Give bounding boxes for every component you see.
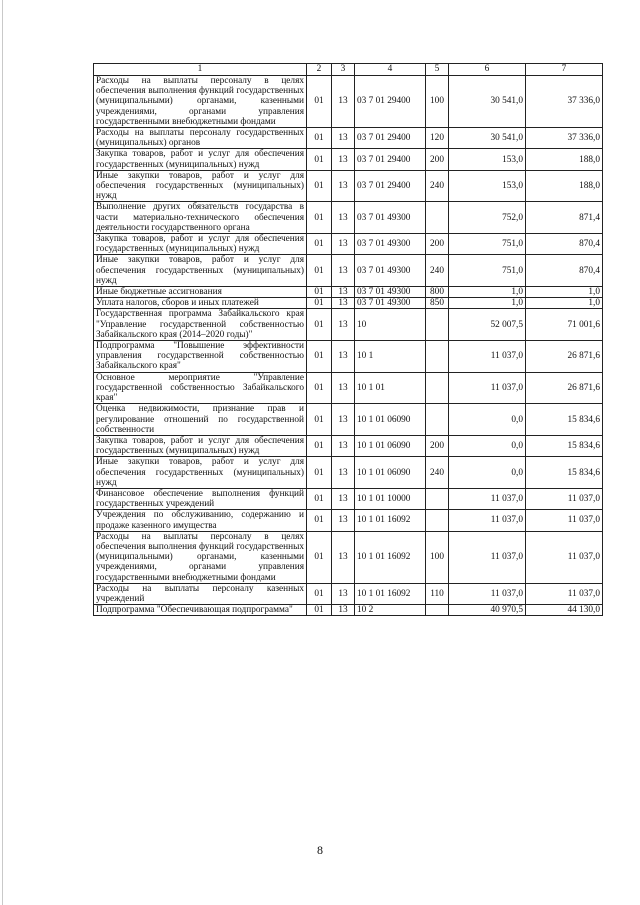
- row-name: Финансовое обеспечение выполнения функций государственных учреждений: [94, 488, 307, 509]
- row-value-7: 1,0: [526, 287, 603, 298]
- row-value-6: 11 037,0: [449, 531, 526, 583]
- row-value-7: 71 001,6: [526, 309, 603, 341]
- row-target-code: 10 1 01 16092: [355, 583, 426, 604]
- row-target-code: 10 1 01 16092: [355, 510, 426, 531]
- row-section: 01: [307, 372, 332, 404]
- row-value-6: 11 037,0: [449, 341, 526, 373]
- budget-table: [93, 63, 603, 616]
- table-row: [94, 76, 603, 128]
- table-row: [94, 298, 603, 309]
- row-section: 01: [307, 510, 332, 531]
- row-subsection: 13: [332, 341, 355, 373]
- row-value-7: 15 834,6: [526, 457, 603, 489]
- col-header-7: 7: [526, 64, 603, 76]
- row-expense-type: 100: [426, 76, 449, 128]
- row-target-code: 10 1 01 06090: [355, 457, 426, 489]
- row-value-7: 11 037,0: [526, 531, 603, 583]
- table-row: [94, 234, 603, 255]
- row-target-code: 03 7 01 49300: [355, 255, 426, 287]
- col-header-1: 1: [94, 64, 307, 76]
- row-value-6: 153,0: [449, 170, 526, 202]
- row-subsection: 13: [332, 76, 355, 128]
- table-row: [94, 404, 603, 436]
- row-subsection: 13: [332, 170, 355, 202]
- row-section: 01: [307, 234, 332, 255]
- row-value-7: 11 037,0: [526, 488, 603, 509]
- row-value-6: 11 037,0: [449, 372, 526, 404]
- page-number: 8: [317, 843, 323, 857]
- row-section: 01: [307, 255, 332, 287]
- row-name: Расходы на выплаты персоналу государственных (муниципальных) органов: [94, 128, 307, 149]
- row-value-7: 11 037,0: [526, 510, 603, 531]
- row-section: 01: [307, 170, 332, 202]
- row-section: 01: [307, 488, 332, 509]
- row-expense-type: 120: [426, 128, 449, 149]
- row-subsection: 13: [332, 149, 355, 170]
- row-target-code: 03 7 01 49300: [355, 202, 426, 234]
- row-subsection: 13: [332, 404, 355, 436]
- row-name: Уплата налогов, сборов и иных платежей: [94, 298, 307, 309]
- row-name: Закупка товаров, работ и услуг для обеспечения государственных (муниципальных) нужд: [94, 435, 307, 456]
- row-subsection: 13: [332, 309, 355, 341]
- row-name: Подпрограмма "Обеспечивающая подпрограмма": [94, 605, 307, 616]
- row-name: Выполнение других обязательств государства в части материально-технического обеспечения деятельности государственного органа: [94, 202, 307, 234]
- row-value-6: 0,0: [449, 457, 526, 489]
- row-value-7: 37 336,0: [526, 76, 603, 128]
- row-section: 01: [307, 298, 332, 309]
- row-name: Иные закупки товаров, работ и услуг для обеспечения государственных (муниципальных) нужд: [94, 255, 307, 287]
- row-value-7: 44 130,0: [526, 605, 603, 616]
- table-row: [94, 309, 603, 341]
- col-header-5: 5: [426, 64, 449, 76]
- table-row: [94, 457, 603, 489]
- row-value-6: 11 037,0: [449, 488, 526, 509]
- row-name: Иные закупки товаров, работ и услуг для обеспечения государственных (муниципальных) нужд: [94, 457, 307, 489]
- row-target-code: 10 1 01: [355, 372, 426, 404]
- row-section: 01: [307, 128, 332, 149]
- row-value-6: 11 037,0: [449, 510, 526, 531]
- row-name: Иные закупки товаров, работ и услуг для обеспечения государственных (муниципальных) нужд: [94, 170, 307, 202]
- row-value-7: 1,0: [526, 298, 603, 309]
- row-expense-type: 240: [426, 255, 449, 287]
- row-section: 01: [307, 531, 332, 583]
- table-row: [94, 435, 603, 456]
- row-section: 01: [307, 149, 332, 170]
- row-target-code: 10 1 01 06090: [355, 435, 426, 456]
- row-value-6: 11 037,0: [449, 583, 526, 604]
- row-value-6: 40 970,5: [449, 605, 526, 616]
- row-value-6: 30 541,0: [449, 128, 526, 149]
- row-target-code: 03 7 01 29400: [355, 170, 426, 202]
- row-value-7: 15 834,6: [526, 404, 603, 436]
- row-expense-type: 200: [426, 234, 449, 255]
- table-row: [94, 372, 603, 404]
- row-section: 01: [307, 457, 332, 489]
- row-name: Иные бюджетные ассигнования: [94, 287, 307, 298]
- row-value-7: 26 871,6: [526, 341, 603, 373]
- row-expense-type: 100: [426, 531, 449, 583]
- col-header-4: 4: [355, 64, 426, 76]
- row-value-6: 1,0: [449, 287, 526, 298]
- row-expense-type: 200: [426, 435, 449, 456]
- table-row: [94, 287, 603, 298]
- row-expense-type: [426, 372, 449, 404]
- row-subsection: 13: [332, 457, 355, 489]
- row-name: Оценка недвижимости, признание прав и регулирование отношений по государственной собственности: [94, 404, 307, 436]
- row-section: 01: [307, 202, 332, 234]
- row-target-code: 10 1 01 10000: [355, 488, 426, 509]
- table-row: [94, 510, 603, 531]
- row-target-code: 03 7 01 29400: [355, 149, 426, 170]
- row-name: Подпрограмма "Повышение эффективности управления государственной собственностью Забайкальского края": [94, 341, 307, 373]
- row-subsection: 13: [332, 298, 355, 309]
- row-subsection: 13: [332, 202, 355, 234]
- row-value-7: 870,4: [526, 255, 603, 287]
- row-target-code: 10 2: [355, 605, 426, 616]
- row-subsection: 13: [332, 510, 355, 531]
- row-value-7: 37 336,0: [526, 128, 603, 149]
- table-row: [94, 170, 603, 202]
- row-value-6: 0,0: [449, 404, 526, 436]
- row-section: 01: [307, 341, 332, 373]
- row-subsection: 13: [332, 488, 355, 509]
- row-target-code: 03 7 01 49300: [355, 234, 426, 255]
- row-expense-type: [426, 202, 449, 234]
- row-expense-type: [426, 510, 449, 531]
- row-name: Закупка товаров, работ и услуг для обеспечения государственных (муниципальных) нужд: [94, 149, 307, 170]
- row-value-7: 871,4: [526, 202, 603, 234]
- row-expense-type: 800: [426, 287, 449, 298]
- row-name: Расходы на выплаты персоналу казенных учреждений: [94, 583, 307, 604]
- row-section: 01: [307, 309, 332, 341]
- row-section: 01: [307, 287, 332, 298]
- row-name: Закупка товаров, работ и услуг для обеспечения государственных (муниципальных) нужд: [94, 234, 307, 255]
- table-row: [94, 605, 603, 616]
- row-subsection: 13: [332, 583, 355, 604]
- row-section: 01: [307, 583, 332, 604]
- row-value-6: 0,0: [449, 435, 526, 456]
- row-target-code: 03 7 01 49300: [355, 287, 426, 298]
- table-row: [94, 255, 603, 287]
- row-name: Основное мероприятие "Управление государственной собственностью Забайкальского края": [94, 372, 307, 404]
- row-target-code: 03 7 01 29400: [355, 76, 426, 128]
- row-target-code: 03 7 01 49300: [355, 298, 426, 309]
- row-section: 01: [307, 76, 332, 128]
- row-expense-type: 200: [426, 149, 449, 170]
- row-name: Расходы на выплаты персоналу в целях обеспечения выполнения функций государственных (муниципальными) органами, казенными учреждениями, органами управления государственными внебюджетными фондами: [94, 76, 307, 128]
- row-value-6: 752,0: [449, 202, 526, 234]
- row-value-7: 870,4: [526, 234, 603, 255]
- col-header-6: 6: [449, 64, 526, 76]
- row-expense-type: [426, 309, 449, 341]
- table-header-row: [94, 64, 603, 76]
- row-expense-type: [426, 341, 449, 373]
- row-subsection: 13: [332, 128, 355, 149]
- row-target-code: 10 1 01 16092: [355, 531, 426, 583]
- row-section: 01: [307, 605, 332, 616]
- row-target-code: 10 1 01 06090: [355, 404, 426, 436]
- table-row: [94, 583, 603, 604]
- row-value-6: 751,0: [449, 234, 526, 255]
- row-value-7: 188,0: [526, 170, 603, 202]
- row-name: Государственная программа Забайкальского края "Управление государственной собственностью Забайкальского края (2014–2020 годы)": [94, 309, 307, 341]
- row-value-7: 188,0: [526, 149, 603, 170]
- row-value-6: 751,0: [449, 255, 526, 287]
- row-expense-type: [426, 404, 449, 436]
- col-header-2: 2: [307, 64, 332, 76]
- row-name: Учреждения по обслуживанию, содержанию и продаже казенного имущества: [94, 510, 307, 531]
- row-expense-type: 850: [426, 298, 449, 309]
- row-target-code: 03 7 01 29400: [355, 128, 426, 149]
- row-subsection: 13: [332, 255, 355, 287]
- table-row: [94, 488, 603, 509]
- row-section: 01: [307, 404, 332, 436]
- row-name: Расходы на выплаты персоналу в целях обеспечения выполнения функций государственных (муниципальными) органами, казенными учреждениями, органами управления государственными внебюджетными фондами: [94, 531, 307, 583]
- row-target-code: 10 1: [355, 341, 426, 373]
- row-subsection: 13: [332, 372, 355, 404]
- row-subsection: 13: [332, 531, 355, 583]
- row-value-7: 26 871,6: [526, 372, 603, 404]
- table-row: [94, 149, 603, 170]
- row-subsection: 13: [332, 435, 355, 456]
- scan-edge: [2, 0, 3, 905]
- table-row: [94, 341, 603, 373]
- row-expense-type: 240: [426, 457, 449, 489]
- row-value-6: 1,0: [449, 298, 526, 309]
- row-expense-type: [426, 605, 449, 616]
- table-row: [94, 202, 603, 234]
- row-section: 01: [307, 435, 332, 456]
- row-value-6: 30 541,0: [449, 76, 526, 128]
- row-expense-type: 240: [426, 170, 449, 202]
- table-row: [94, 128, 603, 149]
- row-expense-type: 110: [426, 583, 449, 604]
- row-value-6: 52 007,5: [449, 309, 526, 341]
- row-value-7: 15 834,6: [526, 435, 603, 456]
- col-header-3: 3: [332, 64, 355, 76]
- row-value-6: 153,0: [449, 149, 526, 170]
- row-value-7: 11 037,0: [526, 583, 603, 604]
- row-subsection: 13: [332, 234, 355, 255]
- table-row: [94, 531, 603, 583]
- row-expense-type: [426, 488, 449, 509]
- row-subsection: 13: [332, 605, 355, 616]
- row-subsection: 13: [332, 287, 355, 298]
- row-target-code: 10: [355, 309, 426, 341]
